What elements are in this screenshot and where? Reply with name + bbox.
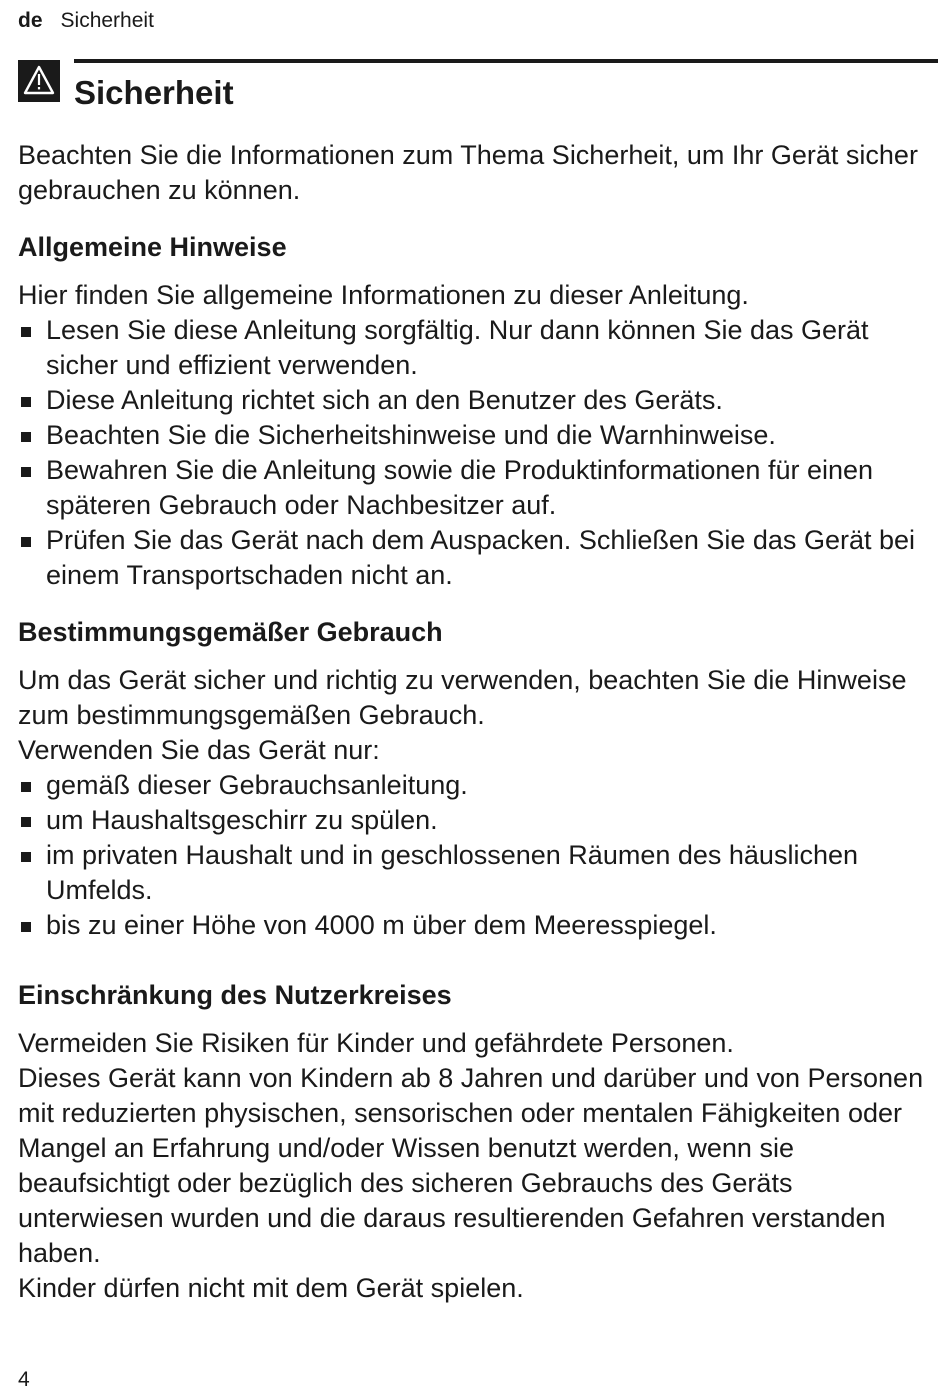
title-rule [74,59,938,63]
list-item: im privaten Haushalt und in geschlossenen Räumen des häuslichen Umfelds. [18,838,938,908]
language-code: de [18,9,43,32]
heading-intended-use: Bestimmungsgemäßer Gebrauch [18,617,443,647]
heading-general-notes: Allgemeine Hinweise [18,232,287,262]
document-body [18,138,938,1306]
intended-use-lead: Um das Gerät sicher und richtig zu verwenden, beachten Sie die Hinweise zum bestimmungsgemäßen Gebrauch. [18,665,907,730]
intro-paragraph: Beachten Sie die Informationen zum Thema Sicherheit, um Ihr Gerät sicher gebrauchen zu können. [18,140,918,205]
list-item: Diese Anleitung richtet sich an den Benutzer des Geräts. [18,383,938,418]
list-item: Bewahren Sie die Anleitung sowie die Produktinformationen für einen späteren Gebrauch oder Nachbesitzer auf. [18,453,938,523]
list-item: Lesen Sie diese Anleitung sorgfältig. Nur dann können Sie das Gerät sicher und effizient verwenden. [18,313,938,383]
list-item: gemäß dieser Gebrauchsanleitung. [18,768,938,803]
list-item: bis zu einer Höhe von 4000 m über dem Meeresspiegel. [18,908,938,943]
list-item: um Haushaltsgeschirr zu spülen. [18,803,938,838]
header-section: Sicherheit [60,9,154,32]
page-number: 4 [18,1368,30,1391]
intended-use-lead-2: Verwenden Sie das Gerät nur: [18,735,380,765]
user-restriction-body: Dieses Gerät kann von Kindern ab 8 Jahren und darüber und von Personen mit reduzierten physischen, sensorischen oder mentalen Fähigkeiten oder Mangel an Erfahrung und/oder Wissen benutzt werden, wenn sie beaufsichtigt oder bezüglich des sicheren Gebrauchs des Geräts unterwiesen wurden und die daraus resultierenden Gefahren verstanden haben. [18,1063,924,1268]
user-restriction-lead: Vermeiden Sie Risiken für Kinder und gefährdete Personen. [18,1028,734,1058]
heading-user-restriction: Einschränkung des Nutzerkreises [18,980,452,1010]
list-item: Prüfen Sie das Gerät nach dem Auspacken. Schließen Sie das Gerät bei einem Transportschaden nicht an. [18,523,938,593]
page-title: Sicherheit [74,74,234,111]
warning-triangle-icon [18,60,60,102]
general-notes-list [18,313,938,593]
intended-use-list [18,768,938,943]
list-item: Beachten Sie die Sicherheitshinweise und die Warnhinweise. [18,418,938,453]
user-restriction-closing: Kinder dürfen nicht mit dem Gerät spielen. [18,1273,524,1303]
general-notes-lead: Hier finden Sie allgemeine Informationen zu dieser Anleitung. [18,280,749,310]
running-header [18,9,154,33]
